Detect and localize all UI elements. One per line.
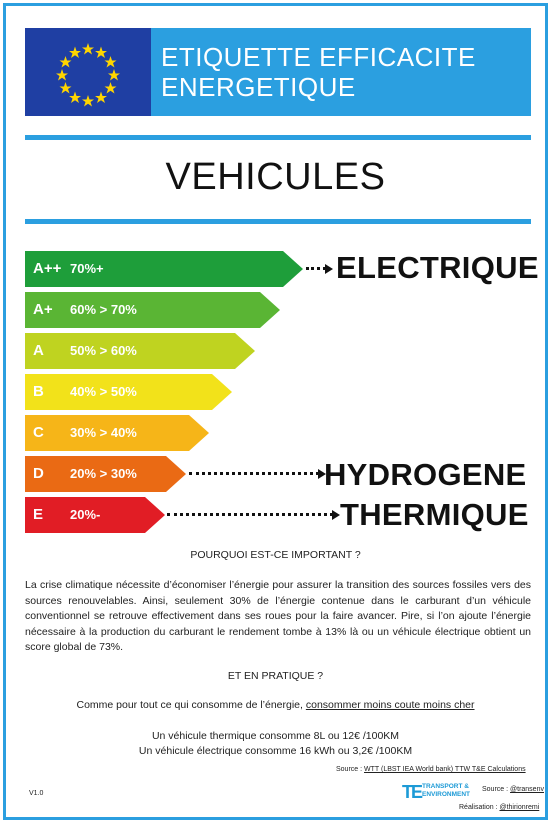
- band-a: [25, 333, 255, 369]
- source-link[interactable]: WTT (LBST IEA World bank) TTW T&E Calculations: [364, 766, 526, 773]
- arrowhead-icon: [332, 510, 340, 520]
- transport-environment-logo: [402, 783, 486, 801]
- practice-line-electrique: Un véhicule électrique consomme 16 kWh ou 3,2€ /100KM: [138, 745, 413, 757]
- band-a-plus: [25, 292, 280, 328]
- source-prefix: Source :: [336, 766, 365, 773]
- divider-bottom: [25, 219, 531, 224]
- header-banner: [25, 28, 531, 116]
- connector-electrique: [306, 267, 326, 270]
- connector-thermique: [167, 513, 333, 516]
- band-range: 30% > 40%: [70, 425, 137, 440]
- band-range: 20%-: [70, 507, 101, 522]
- band-letter: C: [33, 424, 44, 441]
- band-range: 60% > 70%: [70, 302, 137, 317]
- source-line: [336, 766, 526, 773]
- label-hydrogene: HYDROGENE: [324, 457, 527, 492]
- band-b: [25, 374, 232, 410]
- version-label: V1.0: [29, 790, 44, 797]
- divider-top: [25, 135, 531, 140]
- band-a-plus-plus: [25, 251, 303, 287]
- practice-intro: [6, 699, 545, 711]
- te-logo-line1: TRANSPORT &: [422, 783, 469, 790]
- connector-hydrogene: [189, 472, 319, 475]
- band-letter: A: [33, 342, 44, 359]
- header-title-line2: ENERGETIQUE: [161, 72, 356, 102]
- band-letter: A++: [33, 260, 62, 277]
- practice-title: ET EN PRATIQUE ?: [227, 670, 324, 682]
- band-range: 70%+: [70, 261, 104, 276]
- practice-intro-underlined: consommer moins coute moins cher: [305, 699, 475, 711]
- band-d: [25, 456, 186, 492]
- label-thermique: THERMIQUE: [340, 497, 529, 532]
- energy-label-poster: [3, 3, 548, 820]
- band-letter: B: [33, 383, 44, 400]
- eu-flag-icon: [25, 28, 151, 116]
- band-range: 40% > 50%: [70, 384, 137, 399]
- practice-line-thermique: Un véhicule thermique consomme 8L ou 12€ /100KM: [151, 730, 400, 742]
- credit-prefix: Réalisation :: [459, 804, 500, 811]
- why-text: La crise climatique nécessite d’économiser l’énergie pour assurer la transition des sources fossiles vers des sources renouvelables. Ainsi, seulement 30% de l’énergie contenue dans le carburant d’un véhicule conventionnel se retrouve effectivement dans ses roues pour la faire avancer. Pire, si l’on ajoute l’énergie nécessaire à la production du carburant le rendement tombe à 13% là ou un véhicule électrique obtient un score global de 73%.: [25, 579, 531, 653]
- band-c: [25, 415, 209, 451]
- band-letter: E: [33, 506, 44, 523]
- credit-line: [459, 804, 539, 811]
- band-range: 50% > 60%: [70, 343, 137, 358]
- credit-handle[interactable]: @thirionremi: [499, 804, 540, 811]
- arrowhead-icon: [325, 264, 333, 274]
- band-letter: A+: [33, 301, 53, 318]
- band-e: [25, 497, 165, 533]
- band-letter: D: [33, 465, 44, 482]
- logo-source-prefix: Source :: [482, 786, 511, 793]
- te-logo-icon: TE: [402, 782, 422, 802]
- band-range: 20% > 30%: [70, 466, 137, 481]
- label-electrique: ELECTRIQUE: [336, 250, 539, 285]
- practice-intro-text: Comme pour tout ce qui consomme de l’énergie,: [76, 699, 306, 711]
- page-title: VEHICULES: [165, 156, 386, 198]
- te-logo-text: [422, 783, 470, 799]
- logo-source: [482, 786, 544, 793]
- header-title-line1: ETIQUETTE EFFICACITE: [161, 42, 476, 72]
- logo-source-handle[interactable]: @transenv: [510, 786, 544, 793]
- header-title: [161, 42, 476, 102]
- why-title: POURQUOI EST-CE IMPORTANT ?: [190, 549, 361, 561]
- te-logo-line2: ENVIRONMENT: [422, 791, 471, 798]
